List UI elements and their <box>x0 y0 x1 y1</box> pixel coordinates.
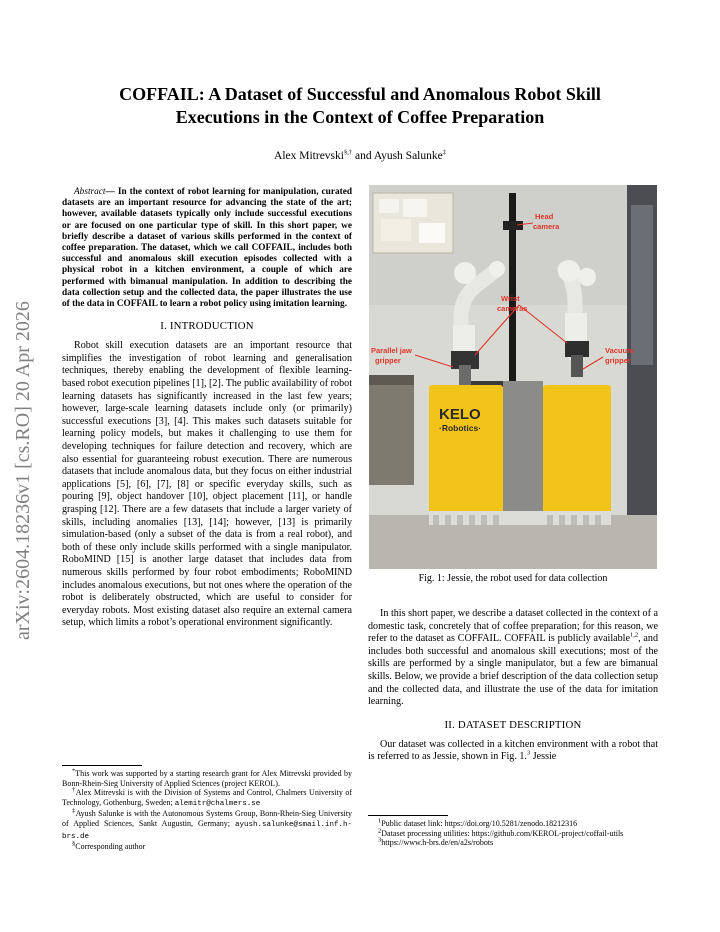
overview-paragraph: In this short paper, we describe a dataset collected in the context of a domestic task, concretely that of coffee preparation; for this reason, we refer to the dataset as COFFAIL. COFFAIL is publicly available$^{1,2}$, and includes both successful and anomalous skill executions; most of the skills are performed by a single manipulator, but a few are bimanual skills. Below, we provide a brief description of the data collection setup and the collected data, and illustrate the use of the data for imitation learning. <box>368 608 659 708</box>
robot-figure <box>369 185 657 569</box>
footnote-utilities-link: $^2$Dataset processing utilities: https://github.com/KEROL-project/coffail-utils <box>378 826 624 838</box>
dataset-paragraph: Our dataset was collected in a kitchen environment with a robot that is referred to as Jessie, shown in Fig. 1.$^3$ Jessie <box>368 738 658 763</box>
title-line-2: Executions in the Context of Coffee Preparation <box>175 107 545 127</box>
robot-photo <box>369 185 657 569</box>
label-head-camera-1: Head <box>535 212 554 221</box>
footnote-rule-right <box>368 815 448 816</box>
right-yellow-module <box>543 385 611 525</box>
section-heading-introduction: I. INTRODUCTION <box>160 320 254 333</box>
paper-title <box>60 83 660 129</box>
left-column <box>62 187 352 630</box>
abstract-lead: Abstract <box>74 187 106 197</box>
introduction-paragraph: Robot skill execution datasets are an important resource that simplifies the investigation of robot learning and generalisation techniques, thereby enabling the development of flexible learning-based robot execution pipelines [1], [2]. The public availability of robot learning datasets has significantly increased in the last few years; however, large-scale learning datasets include only (or primarily) successful executions [3], [4]. This makes such datasets suitable for learning policy models, but makes it challenging to use them for developing techniques for failure detection and recovery, which are also essential for guaranteeing robust execution. There are numerous datasets that include anomalous data, but they focus on either industrial applications [5], [6], [7], [8] or specific everyday skills, such as pouring [9], object handover [10], object placement [11], or handle grasping [12]. There are a few datasets that include a larger variety of skills, including anomalies [13], [14]; however, [13] is primarily simulation-based (only a subset of the data is from a real robot), and both of these only include skills performed with a single manipulator. RoboMIND [15] is another large dataset that includes data from numerous skills performed by four robot embodiments; RoboMIND includes anomalous executions, but not ones where the operation of the robot is deliberately obstructed, which are useful to consider for everyday robots. Most existing dataset also require an external camera setup, which limits a robot’s operational environment significantly. <box>62 340 352 629</box>
right-column <box>368 187 658 764</box>
author-2: Ayush Salunke <box>373 150 443 162</box>
label-vacuum-gripper-2: gripper <box>605 356 631 365</box>
right-footnotes <box>368 815 658 848</box>
arxiv-identifier: arXiv:2604.18236v1 [cs.RO] 20 Apr 2026 <box>12 301 34 640</box>
email-link-1[interactable]: alemitr@chalmers.se <box>174 799 261 808</box>
title-line-1: COFFAIL: A Dataset of Successful and Anomalous Robot Skill <box>119 84 601 104</box>
section-heading-dataset: II. DATASET DESCRIPTION <box>444 718 582 731</box>
center-gray-module <box>503 381 543 525</box>
abstract <box>62 187 352 310</box>
footnote-corresponding: §Corresponding author <box>72 840 146 852</box>
email-link-2[interactable]: ayush.salunke@smail.inf.h-brs.de <box>62 820 352 841</box>
footnote-robots-link: $^3$https://www.h-brs.de/en/a2s/robots <box>378 836 494 848</box>
label-vacuum-gripper-1: Vacuum <box>605 346 634 355</box>
footnote-rule <box>62 765 142 766</box>
footnote-author-2: ‡Ayush Salunke is with the Autonomous Systems Group, Bonn-Rhein-Sieg University of Applied Sciences, Sankt Augustin, Germany; ayush.salunke@smail.inf.h-brs.de <box>62 807 352 841</box>
footnote-funding: *This work was supported by a starting research grant for Alex Mitrevski provided by Bonn-Rhein-Sieg University of Applied Sciences (project KEROL). <box>62 767 352 788</box>
label-wrist-cameras-1: Wrist <box>501 294 520 303</box>
footnote-ref-3: 3 <box>526 749 531 757</box>
kelo-logo-subtext: ·Robotics· <box>439 423 482 433</box>
author-1: Alex Mitrevski <box>274 150 344 162</box>
author-line <box>60 150 660 162</box>
abstract-text: In the context of robot learning for manipulation, curated datasets are an important resource for advancing the state of the art; however, available datasets typically only include successful executions or are focused on one particular type of skill. In this short paper, we briefly describe a dataset of various skills performed in the context of coffee preparation. The dataset, which we call COFFAIL, includes both successful and anomalous skill execution episodes collected with a physical robot in a kitchen environment, a couple of which are performed with bimanual manipulation. In addition to describing the data collection setup and the collected data, the paper illustrates the use of the data in COFFAIL to learn a robot policy using imitation learning. <box>62 187 353 310</box>
author-and: and <box>352 150 374 162</box>
author-1-marks: §,† <box>343 149 353 157</box>
figure-caption: Fig. 1: Jessie, the robot used for data collection <box>418 573 608 584</box>
label-head-camera-2: camera <box>533 222 560 231</box>
abstract-dash: — <box>105 187 118 197</box>
label-wrist-cameras-2: cameras <box>497 304 528 313</box>
author-2-mark: ‡ <box>442 149 446 157</box>
footnote-author-1: †Alex Mitrevski is with the Division of Systems and Control, Chalmers University of Technology, Gothenburg, Sweden; alemitr@chalmers.se <box>62 786 353 808</box>
footnote-ref-1-2: 1,2 <box>629 631 639 639</box>
label-parallel-gripper-2: gripper <box>375 356 401 365</box>
kelo-logo-text: KELO <box>439 406 481 423</box>
footnote-dataset-link: $^1$Public dataset link: https://doi.org/10.5281/zenodo.18212316 <box>378 817 578 828</box>
label-parallel-gripper-1: Parallel jaw <box>371 346 412 355</box>
left-footnotes <box>62 765 352 852</box>
